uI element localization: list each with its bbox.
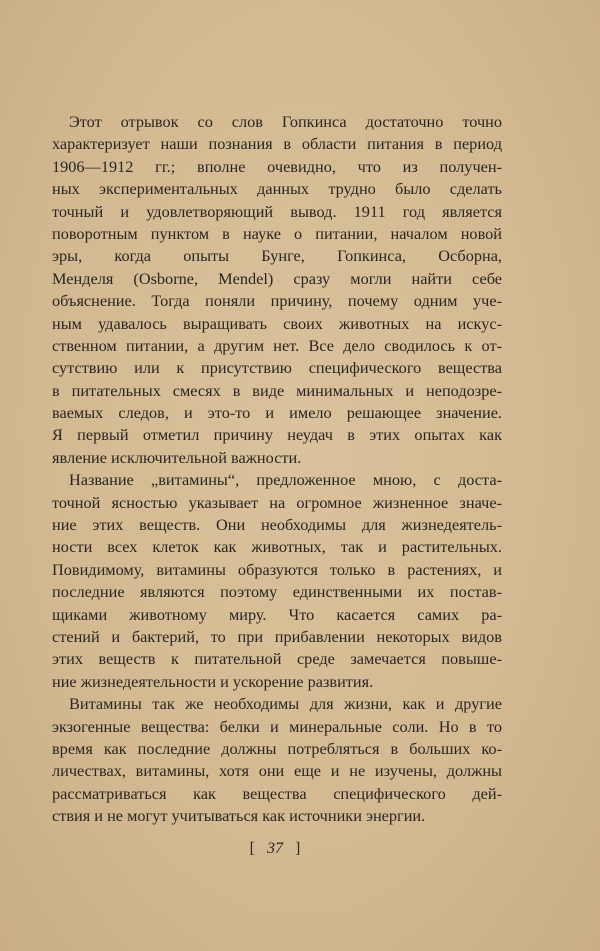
page-body (52, 111, 502, 828)
text-line: точный и удовлетворяющий вывод. 1911 год является (52, 201, 502, 221)
text-line: щиками животному миру. Что касается самих ра- (52, 604, 502, 624)
text-line: ваемых следов, и это-то и имело решающее значение. (52, 403, 502, 423)
text-line: в питательных смесях в виде минимальных и неподозре- (52, 380, 502, 400)
text-line: Повидимому, витамины образуются только в растениях, и (52, 559, 502, 579)
text-line: Название „витамины“, предложенное мною, с доста- (69, 470, 502, 490)
text-line: ности всех клеток как животных, так и растительных. (52, 537, 502, 557)
text-line: поворотным пунктом в науке о питании, началом новой (52, 223, 502, 243)
text-line: Витамины так же необходимы для жизни, как и другие (69, 694, 502, 714)
paragraph (52, 469, 502, 693)
text-line: эры, когда опыты Бунге, Гопкинса, Осборна, (52, 246, 502, 266)
text-line: рассматриваться как вещества специфического дей- (52, 783, 502, 803)
text-line: личествах, витамины, хотя они еще и не изучены, должны (52, 761, 502, 781)
text-line: сутствию или к присутствию специфического вещества (52, 358, 502, 378)
text-line: этих веществ к питательной среде замечается повыше- (52, 649, 502, 669)
page-number-value: 37 (267, 840, 283, 857)
text-line: явление исключительной важности. (52, 447, 302, 467)
text-line: объяснение. Тогда поняли причину, почему одним уче- (52, 291, 502, 311)
text-line: последние являются поэтому единственными их постав- (52, 582, 502, 602)
text-line: ным удавалось выращивать своих животных на искус- (52, 313, 502, 333)
text-line: характеризует наши познания в области питания в период (52, 134, 502, 154)
bracket-close: ] (295, 840, 301, 857)
text-line: Этот отрывок со слов Гопкинса достаточно точно (69, 112, 502, 131)
text-line: стений и бактерий, то при прибавлении некоторых видов (52, 626, 502, 646)
text-line: точной ясностью указывает на огромное жизненное значе- (52, 492, 502, 512)
text-line: ние жизнедеятельности и ускорение развития. (52, 671, 374, 691)
paragraph (52, 111, 502, 469)
text-line: ных экспериментальных данных трудно было сделать (52, 179, 502, 199)
text-line: Я первый отметил причину неудач в этих опытах как (52, 425, 502, 445)
text-line: ствия и не могут учитываться как источники энергии. (52, 806, 426, 826)
text-line: Менделя (Osborne, Mendel) сразу могли найти себе (52, 268, 502, 288)
page-number (0, 840, 550, 858)
bracket-open: [ (249, 840, 255, 857)
text-line: ственном питании, а другим нет. Все дело сводилось к от- (52, 335, 502, 355)
text-line: экзогенные вещества: белки и минеральные соли. Но в то (52, 716, 502, 736)
paragraph (52, 693, 502, 827)
text-line: ние этих веществ. Они необходимы для жизнедеятель- (52, 515, 502, 535)
text-line: 1906—1912 гг.; вполне очевидно, что из получен- (52, 156, 502, 176)
text-line: время как последние должны потребляться в больших ко- (52, 738, 502, 758)
